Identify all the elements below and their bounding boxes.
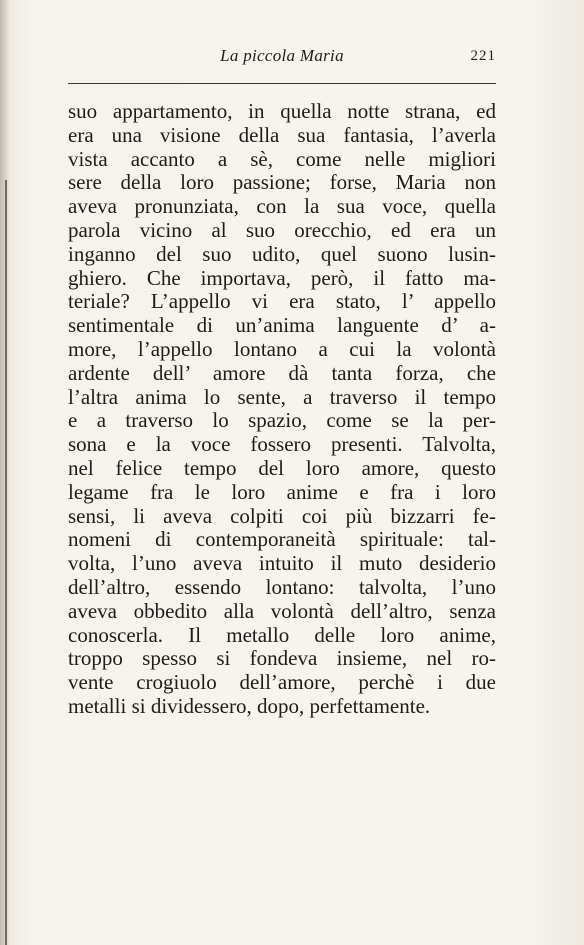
text-line: conoscerla. Il metallo delle loro anime,	[68, 622, 496, 647]
text-line: aveva obbedito alla volontà dell’altro, senza	[68, 598, 496, 623]
text-line: nel felice tempo del loro amore, questo	[68, 455, 496, 480]
text-line: sere della loro passione; forse, Maria non	[68, 170, 496, 195]
text-line: suo appartamento, in quella notte strana, ed	[68, 99, 496, 123]
binding-thread	[5, 180, 7, 945]
text-line: sentimentale di un’anima languente d’ a-	[68, 313, 496, 338]
text-line: volta, l’uno aveva intuito il muto desiderio	[68, 551, 496, 576]
text-line: inganno del suo udito, quel suono lusin-	[68, 241, 496, 266]
text-line: nomeni di contemporaneità spirituale: tal-	[68, 527, 496, 552]
text-line: metalli si dividessero, dopo, perfettamente.	[68, 693, 431, 718]
text-line: parola vicino al suo orecchio, ed era un	[68, 217, 496, 242]
text-line: aveva pronunziata, con la sua voce, quella	[68, 194, 496, 219]
text-line: vente crogiuolo dell’amore, perchè i due	[68, 670, 496, 695]
page-number: 221	[470, 48, 496, 64]
running-title: La piccola Maria	[220, 46, 344, 65]
text-line: troppo spesso si fondeva insieme, nel ro-	[68, 646, 496, 671]
page-header	[68, 46, 496, 72]
text-line: l’altra anima lo sente, a traverso il tempo	[68, 384, 496, 409]
text-line: more, l’appello lontano a cui la volontà	[68, 336, 496, 361]
header-rule	[68, 83, 496, 84]
text-line: era una visione della sua fantasia, l’averla	[68, 122, 496, 147]
text-line: sensi, li aveva colpiti coi più bizzarri fe-	[68, 503, 496, 528]
text-line: teriale? L’appello vi era stato, l’ appello	[68, 289, 496, 314]
text-line: ghiero. Che importava, però, il fatto ma-	[68, 265, 496, 290]
text-line: dell’altro, essendo lontano: talvolta, l’uno	[68, 574, 496, 599]
text-line: sona e la voce fossero presenti. Talvolta,	[68, 432, 496, 457]
text-line: vista accanto a sè, come nelle migliori	[68, 146, 496, 171]
text-line: ardente dell’ amore dà tanta forza, che	[68, 360, 496, 385]
text-line: legame fra le loro anime e fra i loro	[68, 479, 496, 504]
text-line: e a traverso lo spazio, come se la per-	[68, 408, 496, 433]
body-text	[68, 100, 496, 719]
